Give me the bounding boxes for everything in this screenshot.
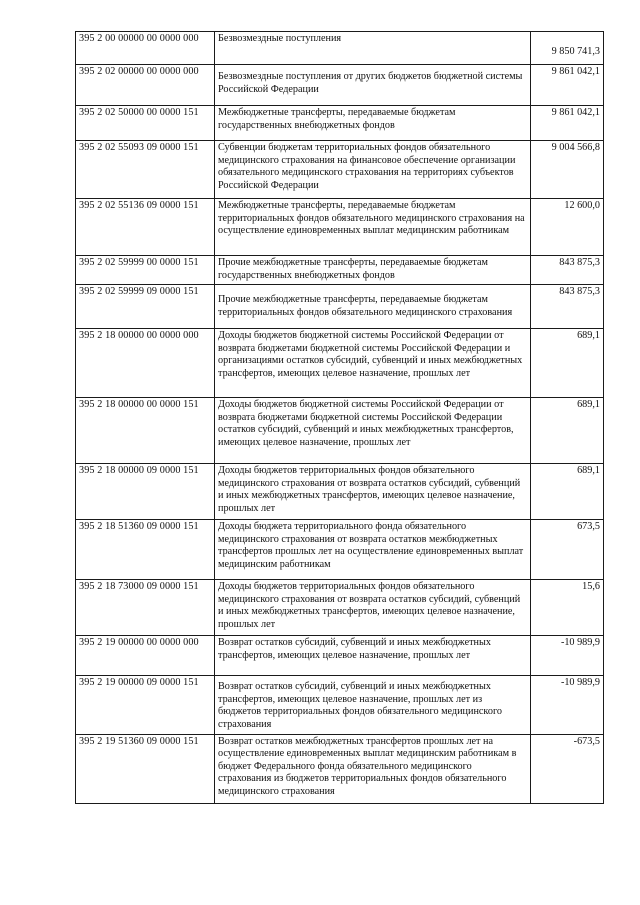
table-row bbox=[76, 32, 604, 65]
amount-cell: 689,1 bbox=[531, 464, 604, 520]
budget-code-cell: 395 2 02 55093 09 0000 151 bbox=[76, 141, 215, 199]
table-row bbox=[76, 734, 604, 803]
budget-code-cell: 395 2 18 00000 09 0000 151 bbox=[76, 464, 215, 520]
amount-cell: 673,5 bbox=[531, 520, 604, 580]
amount-cell: 9 850 741,3 bbox=[531, 32, 604, 65]
table-row bbox=[76, 580, 604, 636]
income-name-cell: Межбюджетные трансферты, передаваемые бюджетам территориальных фондов обязательного медицинского страхования на осуществление единовременных выплат медицинским работникам bbox=[215, 199, 531, 256]
budget-code-cell: 395 2 02 50000 00 0000 151 bbox=[76, 106, 215, 141]
table-row bbox=[76, 398, 604, 464]
budget-code-cell: 395 2 19 00000 09 0000 151 bbox=[76, 676, 215, 734]
table-row bbox=[76, 636, 604, 676]
table-row bbox=[76, 464, 604, 520]
income-name-cell: Доходы бюджетов территориальных фондов обязательного медицинского страхования от возврата остатков субсидий, субвенций и иных межбюджетных трансфертов, имеющих целевое назначение, прошлых лет bbox=[215, 580, 531, 636]
income-name-cell: Доходы бюджета территориального фонда обязательного медицинского страхования от возврата остатков межбюджетных трансфертов прошлых лет на осуществление единовременных выплат медицинским работникам bbox=[215, 520, 531, 580]
amount-cell: 15,6 bbox=[531, 580, 604, 636]
table-row bbox=[76, 285, 604, 329]
budget-code-cell: 395 2 00 00000 00 0000 000 bbox=[76, 32, 215, 65]
amount-cell: 9 861 042,1 bbox=[531, 106, 604, 141]
budget-code-cell: 395 2 02 59999 00 0000 151 bbox=[76, 256, 215, 285]
budget-code-cell: 395 2 18 51360 09 0000 151 bbox=[76, 520, 215, 580]
income-name-cell: Прочие межбюджетные трансферты, передаваемые бюджетам территориальных фондов обязательного медицинского страхования bbox=[215, 285, 531, 329]
budget-code-cell: 395 2 02 55136 09 0000 151 bbox=[76, 199, 215, 256]
income-name-cell: Субвенции бюджетам территориальных фондов обязательного медицинского страхования на финансовое обеспечение организации обязательного медицинского страхования на территориях субъектов Российской Федерации bbox=[215, 141, 531, 199]
income-name-cell: Доходы бюджетов территориальных фондов обязательного медицинского страхования от возврата остатков субсидий, субвенций и иных межбюджетных трансфертов, имеющих целевое назначение, прошлых лет bbox=[215, 464, 531, 520]
budget-code-cell: 395 2 18 00000 00 0000 000 bbox=[76, 329, 215, 398]
amount-cell: 12 600,0 bbox=[531, 199, 604, 256]
amount-cell: 689,1 bbox=[531, 329, 604, 398]
table-row bbox=[76, 520, 604, 580]
amount-cell: 843 875,3 bbox=[531, 256, 604, 285]
amount-cell: 9 004 566,8 bbox=[531, 141, 604, 199]
income-name-cell: Прочие межбюджетные трансферты, передаваемые бюджетам государственных внебюджетных фондов bbox=[215, 256, 531, 285]
table-row bbox=[76, 676, 604, 734]
table-row bbox=[76, 106, 604, 141]
amount-cell: 843 875,3 bbox=[531, 285, 604, 329]
amount-cell: -10 989,9 bbox=[531, 636, 604, 676]
budget-revenue-table bbox=[75, 31, 604, 804]
amount-cell: 689,1 bbox=[531, 398, 604, 464]
budget-code-cell: 395 2 19 51360 09 0000 151 bbox=[76, 734, 215, 803]
budget-code-cell: 395 2 02 00000 00 0000 000 bbox=[76, 65, 215, 106]
income-name-cell: Возврат остатков субсидий, субвенций и иных межбюджетных трансфертов, имеющих целевое назначение, прошлых лет bbox=[215, 636, 531, 676]
budget-code-cell: 395 2 02 59999 09 0000 151 bbox=[76, 285, 215, 329]
income-name-cell: Межбюджетные трансферты, передаваемые бюджетам государственных внебюджетных фондов bbox=[215, 106, 531, 141]
income-name-cell: Безвозмездные поступления от других бюджетов бюджетной системы Российской Федерации bbox=[215, 65, 531, 106]
amount-cell: -10 989,9 bbox=[531, 676, 604, 734]
table-row bbox=[76, 199, 604, 256]
budget-code-cell: 395 2 19 00000 00 0000 000 bbox=[76, 636, 215, 676]
income-name-cell: Возврат остатков субсидий, субвенций и иных межбюджетных трансфертов, имеющих целевое назначение, прошлых лет из бюджетов территориальных фондов обязательного медицинского страхования bbox=[215, 676, 531, 734]
table-row bbox=[76, 65, 604, 106]
amount-cell: -673,5 bbox=[531, 734, 604, 803]
table-row bbox=[76, 329, 604, 398]
income-name-cell: Возврат остатков межбюджетных трансфертов прошлых лет на осуществление единовременных выплат медицинским работникам в бюджет Федерального фонда обязательного медицинского страхования из бюджетов территориальных фондов обязательного медицинского страхования bbox=[215, 734, 531, 803]
table-row bbox=[76, 141, 604, 199]
income-name-cell: Безвозмездные поступления bbox=[215, 32, 531, 65]
amount-cell: 9 861 042,1 bbox=[531, 65, 604, 106]
income-name-cell: Доходы бюджетов бюджетной системы Российской Федерации от возврата бюджетами бюджетной системы Российской Федерации и организациями остатков субсидий, субвенций и иных межбюджетных трансфертов, имеющих целевое назначение, прошлых лет bbox=[215, 329, 531, 398]
income-name-cell: Доходы бюджетов бюджетной системы Российской Федерации от возврата бюджетами бюджетной системы Российской Федерации остатков субсидий, субвенций и иных межбюджетных трансфертов, имеющих целевое назначение, прошлых лет bbox=[215, 398, 531, 464]
budget-code-cell: 395 2 18 00000 00 0000 151 bbox=[76, 398, 215, 464]
budget-code-cell: 395 2 18 73000 09 0000 151 bbox=[76, 580, 215, 636]
table-row bbox=[76, 256, 604, 285]
